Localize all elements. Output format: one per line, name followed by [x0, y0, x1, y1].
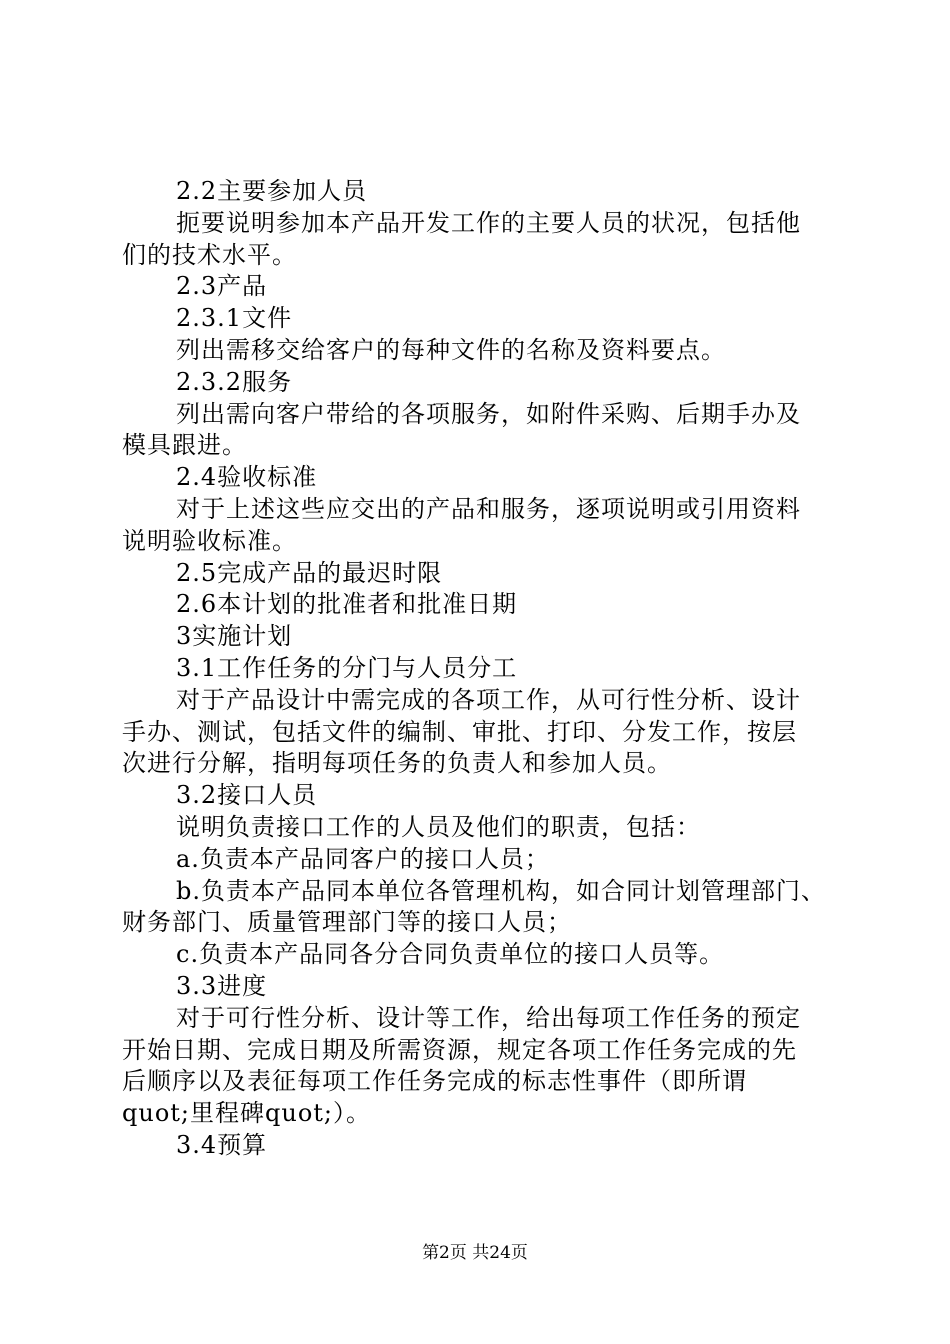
text-line: quot;里程碑quot;）。: [122, 1099, 371, 1128]
text-line: 3.2接口人员: [176, 781, 318, 810]
text-line: 扼要说明参加本产品开发工作的主要人员的状况，包括他: [176, 208, 801, 237]
text-line: 说明负责接口工作的人员及他们的职责，包括：: [176, 812, 701, 841]
text-line: 3.3进度: [176, 971, 268, 1000]
text-line: 列出需移交给客户的每种文件的名称及资料要点。: [176, 335, 726, 364]
text-line: 2.6本计划的批准者和批准日期: [176, 590, 518, 619]
text-line: 2.3产品: [176, 272, 268, 301]
text-line: a.负责本产品同客户的接口人员；: [176, 844, 550, 873]
text-line: 模具跟进。: [122, 431, 247, 460]
text-line: 次进行分解，指明每项任务的负责人和参加人员。: [122, 749, 672, 778]
text-line: 2.2主要参加人员: [176, 177, 368, 205]
page-footer: 第2页 共24页: [422, 1243, 528, 1263]
text-line: 2.4验收标准: [176, 463, 318, 492]
text-line: 3实施计划: [176, 622, 293, 651]
text-line: 2.3.2服务: [176, 367, 293, 396]
text-line: 对于产品设计中需完成的各项工作，从可行性分析、设计: [176, 685, 801, 714]
text-line: 2.5完成产品的最迟时限: [176, 558, 443, 587]
text-line: 后顺序以及表征每项工作任务完成的标志性事件（即所谓: [122, 1067, 747, 1096]
text-line: 3.4预算: [176, 1130, 268, 1159]
text-line: 财务部门、质量管理部门等的接口人员；: [122, 908, 572, 937]
document-body: [122, 176, 837, 1162]
text-line: 对于上述这些应交出的产品和服务，逐项说明或引用资料: [176, 494, 801, 523]
text-line: 们的技术水平。: [122, 240, 297, 269]
text-line: 2.3.1文件: [176, 304, 293, 333]
text-line: 手办、测试，包括文件的编制、审批、打印、分发工作，按层: [122, 717, 797, 746]
text-line: 说明验收标准。: [122, 526, 297, 555]
text-line: 对于可行性分析、设计等工作，给出每项工作任务的预定: [176, 1003, 801, 1032]
text-line: 列出需向客户带给的各项服务，如附件采购、后期手办及: [176, 399, 801, 428]
text-line: 3.1工作任务的分门与人员分工: [176, 653, 518, 682]
text-line: c.负责本产品同各分合同负责单位的接口人员等。: [176, 940, 725, 969]
text-line: b.负责本产品同本单位各管理机构，如合同计划管理部门、: [176, 876, 826, 905]
text-line: 开始日期、完成日期及所需资源，规定各项工作任务完成的先: [122, 1035, 797, 1064]
